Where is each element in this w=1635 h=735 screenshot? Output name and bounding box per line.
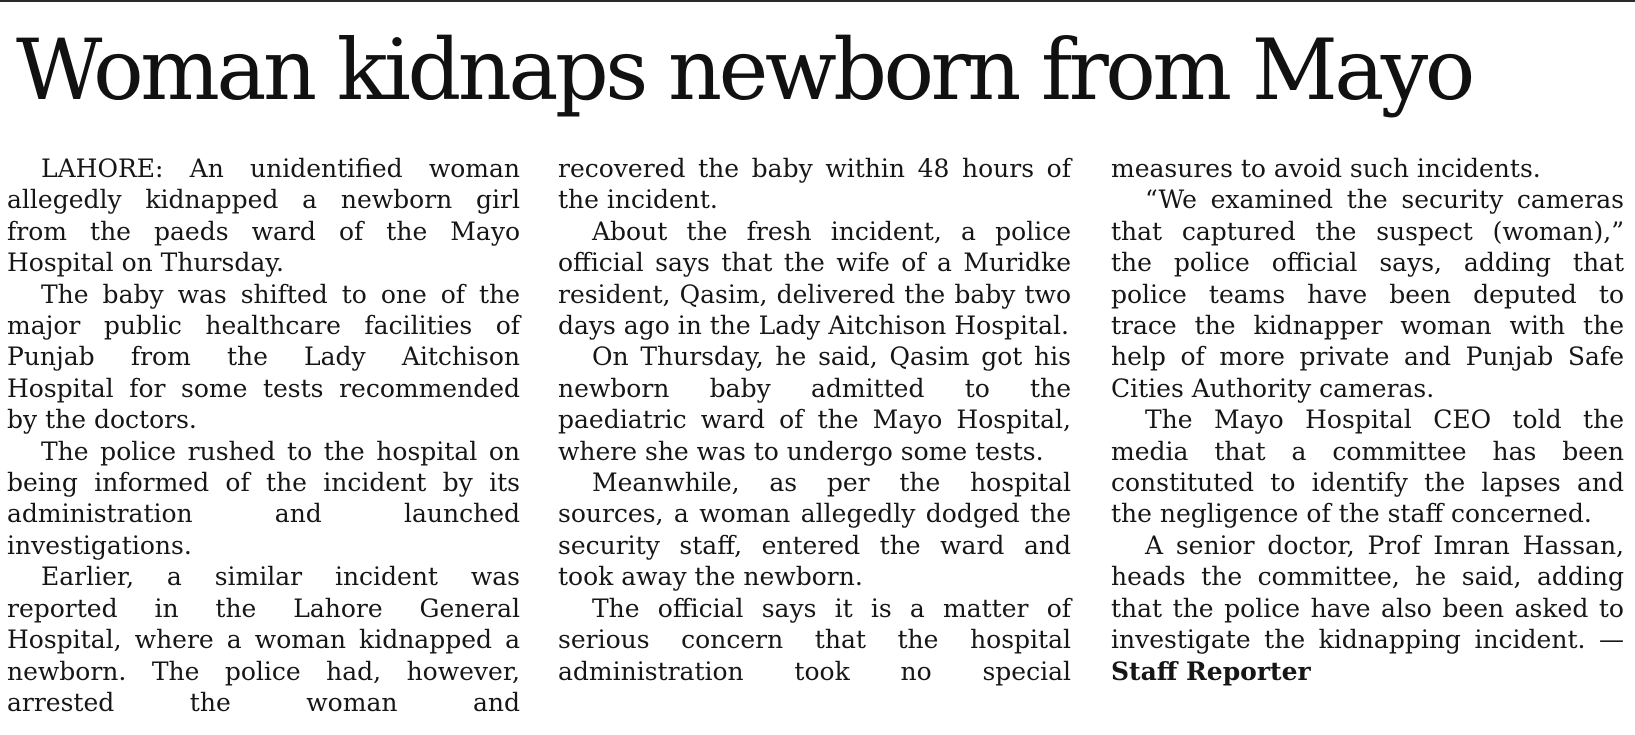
top-rule	[0, 0, 1635, 2]
paragraph: The official says it is a matter of serious concern that the hospital administration took no special	[558, 593, 1071, 686]
closing-paragraph	[1111, 530, 1624, 687]
paragraph-continued: recovered the baby within 48 hours of the incident.	[558, 154, 1071, 215]
paragraph: The baby was shifted to one of the major public healthcare facilities of Punjab from the Lady Aitchison Hospital for some tests recommended by the doctors.	[7, 279, 520, 435]
paragraph: The police rushed to the hospital on being informed of the incident by its administration and launched investigations.	[7, 436, 520, 560]
paragraph-continued: measures to avoid such incidents.	[1111, 154, 1541, 183]
article-column-3	[1111, 153, 1624, 687]
article-column-2	[558, 153, 1071, 687]
paragraph: “We examined the security cameras that captured the suspect (woman),” the police official says, adding that police teams have been deputed to trace the kidnapper woman with the help of more private and Punjab Safe Cities Authority cameras.	[1111, 185, 1624, 403]
paragraph: Meanwhile, as per the hospital sources, a woman allegedly dodged the security staff, entered the ward and took away the newborn.	[558, 468, 1071, 592]
paragraph: The Mayo Hospital CEO told the media that a committee has been constituted to identify the lapses and the negligence of the staff concerned.	[1111, 405, 1624, 529]
article-column-1	[7, 153, 520, 718]
paragraph: On Thursday, he said, Qasim got his newborn baby admitted to the paediatric ward of the Mayo Hospital, where she was to undergo some tests.	[558, 342, 1071, 466]
paragraph-text: A senior doctor, Prof Imran Hassan, heads the committee, he said, adding that the police have also been asked to investigate the kidnapping incident. —	[1111, 530, 1624, 655]
byline: Staff Reporter	[1111, 656, 1311, 686]
paragraph: LAHORE: An unidentified woman allegedly kidnapped a newborn girl from the paeds ward of the Mayo Hospital on Thursday.	[7, 154, 520, 278]
headline: Woman kidnaps newborn from Mayo	[16, 21, 1472, 119]
paragraph: About the fresh incident, a police official says that the wife of a Muridke resident, Qasim, delivered the baby two days ago in the Lady Aitchison Hospital.	[558, 216, 1071, 341]
paragraph: Earlier, a similar incident was reported in the Lahore General Hospital, where a woman kidnapped a newborn. The police had, however, arrested the woman and	[7, 562, 520, 717]
